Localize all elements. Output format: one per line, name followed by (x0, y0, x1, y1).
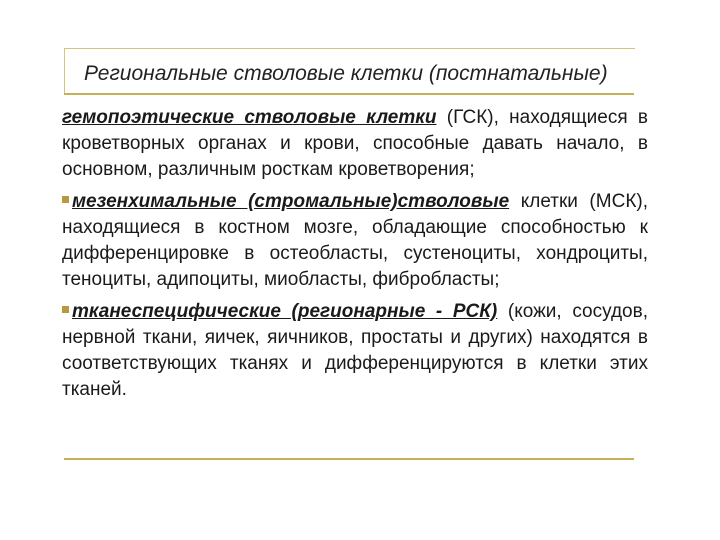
list-item-rsc (62, 299, 648, 403)
list-item-msc (62, 189, 648, 293)
square-bullet-icon (62, 306, 69, 313)
slide-body (62, 105, 648, 409)
slide-title: Региональные стволовые клетки (постнатальные) (84, 62, 608, 85)
title-divider (64, 93, 634, 95)
bottom-divider (64, 458, 634, 460)
term-msc: мезенхимальные (стромальные)стволовые (72, 191, 510, 212)
desc-hsc: (ГСК), находящиеся в кроветворных органах и крови, способные давать начало, в основном, различным росткам кроветворения; (62, 107, 649, 180)
term-rsc: тканеспецифические (регионарные - РСК) (72, 301, 498, 322)
square-bullet-icon (62, 196, 69, 203)
desc-msc: клетки (МСК), находящиеся в костном мозге, обладающие способностью к дифференцировке в остеобласты, сустеноциты, хондроциты, теноциты, адипоциты, миобласты, фибробласты; (62, 191, 648, 290)
desc-rsc: (кожи, сосудов, нервной ткани, яичек, яичников, простаты и других) находятся в соответствующих тканях и дифференцируются в клетки этих тканей. (62, 301, 649, 400)
list-item-hsc (62, 105, 648, 183)
term-hsc: гемопоэтические стволовые клетки (62, 107, 437, 128)
